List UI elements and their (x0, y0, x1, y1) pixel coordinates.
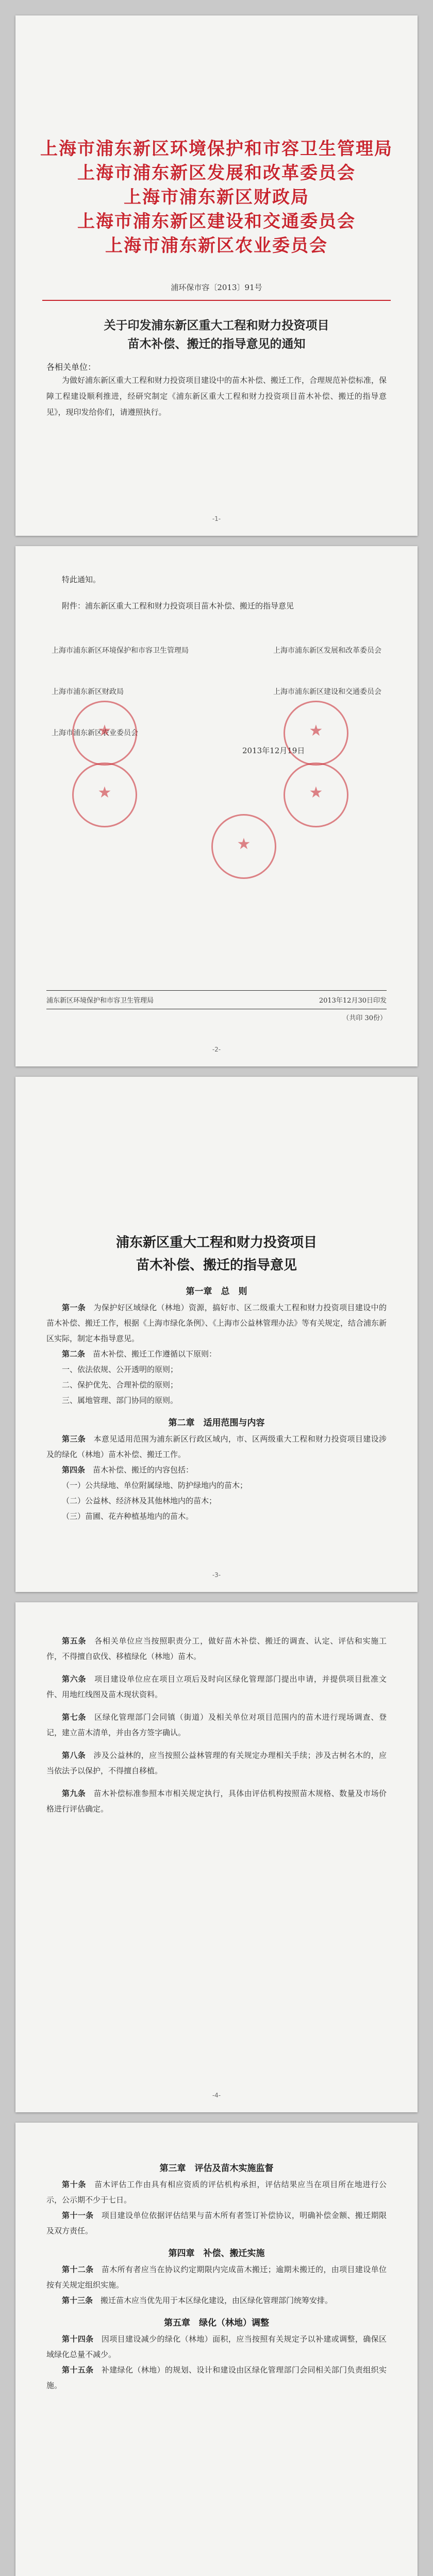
list-item: 三、属地管理、部门协同的原则。 (62, 1396, 178, 1405)
article: 第九条 苗木补偿标准参照本市相关规定执行，具体由评估机构按照苗木规格、数量及市场价格进行评估确定。 (46, 1789, 387, 1814)
list-item: 一、依法依规、公开透明的原则； (62, 1365, 178, 1374)
official-seal (211, 814, 276, 879)
issuer-line: 上海市浦东新区财政局 (124, 187, 309, 208)
issuer-line: 上海市浦东新区环境保护和市容卫生管理局 (40, 139, 393, 159)
article: 第八条 涉及公益林的，应当按照公益林管理的有关规定办理相关手续；涉及古树名木的，应当依法予以保护，不得擅自移植。 (46, 1751, 387, 1775)
signature-date: 2013年12月19日 (242, 746, 305, 755)
article: 第四条 苗木补偿、搬迁的内容包括： (62, 1465, 194, 1475)
attachment-title: 浦东新区重大工程和财力投资项目 苗木补偿、搬迁的指导意见 (115, 1235, 317, 1273)
page-number: -4- (212, 2092, 221, 2099)
issuer-line: 上海市浦东新区发展和改革委员会 (77, 163, 356, 183)
chapter-heading: 第四章 补偿、搬迁实施 (168, 2248, 265, 2259)
list-item: （三）苗圃、花卉种植基地内的苗木。 (62, 1512, 194, 1521)
list-item: （二）公益林、经济林及其他林地内的苗木； (62, 1496, 217, 1505)
issuer-line: 上海市浦东新区农业委员会 (105, 235, 328, 256)
attachment-line: 附件：浦东新区重大工程和财力投资项目苗木补偿、搬迁的指导意见 (62, 601, 294, 611)
official-seal (284, 762, 348, 827)
article: 第五条 各相关单位应当按照职责分工，做好苗木补偿、搬迁的调查、认定、评估和实施工作，不得擅自砍伐、移植绿化（林地）苗木。 (46, 1636, 387, 1661)
signature-row: 上海市浦东新区农业委员会 (52, 729, 138, 737)
opinion-page-3 (15, 2123, 418, 2576)
page-number: -1- (212, 515, 221, 522)
salutation: 各相关单位： (46, 362, 96, 372)
issuing-office: 浦东新区环境保护和市容卫生管理局 (46, 997, 154, 1005)
print-date: 2013年12月30日印发 (319, 997, 387, 1005)
chapter-heading: 第一章 总 则 (186, 1286, 247, 1297)
page-number: -2- (212, 1046, 221, 1053)
article: 第十三条 搬迁苗木应当优先用于本区绿化建设，由区绿化管理部门统筹安排。 (62, 2296, 333, 2305)
notice-title: 关于印发浦东新区重大工程和财力投资项目 苗木补偿、搬迁的指导意见的通知 (104, 318, 329, 351)
notice-closing: 特此通知。 (62, 575, 101, 584)
chapter-heading: 第三章 评估及苗木实施监督 (159, 2163, 274, 2174)
official-seal (72, 762, 137, 827)
page-number: -3- (212, 1571, 221, 1579)
article: 第十条 苗木评估工作由具有相应资质的评估机构承担，评估结果应当在项目所在地进行公示，公示期不少于七日。 (46, 2180, 387, 2205)
notice-page-2 (15, 546, 418, 1066)
issuer-line: 上海市浦东新区建设和交通委员会 (77, 211, 356, 232)
chapter-heading: 第五章 绿化（林地）调整 (164, 2318, 269, 2328)
opinion-page-1 (15, 1077, 418, 1592)
signature-row: 上海市浦东新区财政局 上海市浦东新区建设和交通委员会 (52, 688, 381, 696)
copies-count: （共印 30份） (342, 1014, 387, 1022)
opinion-page-2 (15, 1602, 418, 2112)
article: 第三条 本意见适用范围为浦东新区行政区域内，市、区两级重大工程和财力投资项目建设涉及的绿化（林地）苗木补偿、搬迁工作。 (46, 1434, 387, 1459)
notice-body: 为做好浦东新区重大工程和财力投资项目建设中的苗木补偿、搬迁工作，合理规范补偿标准，保障工程建设顺利推进，经研究制定《浦东新区重大工程和财力投资项目苗木补偿、搬迁的指导意见》，现印发给你们，请遵照执行。 (46, 376, 387, 417)
article: 第六条 项目建设单位应在项目立项后及时向区绿化管理部门提出申请，并提供项目批准文件、用地红线图及苗木现状资料。 (46, 1674, 387, 1699)
article: 第七条 区绿化管理部门会同镇（街道）及相关单位对项目范围内的苗木进行现场调查、登记，建立苗木清单，并由各方签字确认。 (46, 1713, 387, 1737)
official-seal (72, 701, 137, 766)
article: 第十四条 因项目建设减少的绿化（林地）面积，应当按照有关规定予以补建或调整，确保区域绿化总量不减少。 (46, 2334, 387, 2359)
list-item: （一）公共绿地、单位附属绿地、防护绿地内的苗木； (62, 1481, 248, 1490)
article: 第一条 为保护好区域绿化（林地）资源，搞好市、区二级重大工程和财力投资项目建设中的苗木补偿、搬迁工作，根据《上海市绿化条例》、《上海市公益林管理办法》等有关规定，结合浦东新区实际，制定本指导意见。 (46, 1303, 387, 1343)
notice-page-1 (15, 15, 418, 536)
document-number: 浦环保市容〔2013〕91号 (171, 283, 262, 292)
article: 第十二条 苗木所有者应当在协议约定期限内完成苗木搬迁；逾期未搬迁的，由项目建设单位按有关规定组织实施。 (46, 2265, 387, 2290)
list-item: 二、保护优先、合理补偿的原则； (62, 1380, 178, 1389)
article: 第二条 苗木补偿、搬迁工作遵循以下原则： (62, 1349, 217, 1359)
article: 第十五条 补建绿化（林地）的规划、设计和建设由区绿化管理部门会同相关部门负责组织实施。 (46, 2365, 387, 2390)
chapter-heading: 第二章 适用范围与内容 (168, 1418, 265, 1428)
copy-info (15, 990, 418, 1025)
signature-row: 上海市浦东新区环境保护和市容卫生管理局 上海市浦东新区发展和改革委员会 (52, 647, 381, 655)
official-seal (284, 701, 348, 766)
article: 第十一条 项目建设单位依据评估结果与苗木所有者签订补偿协议，明确补偿金额、搬迁期限及双方责任。 (46, 2211, 387, 2235)
